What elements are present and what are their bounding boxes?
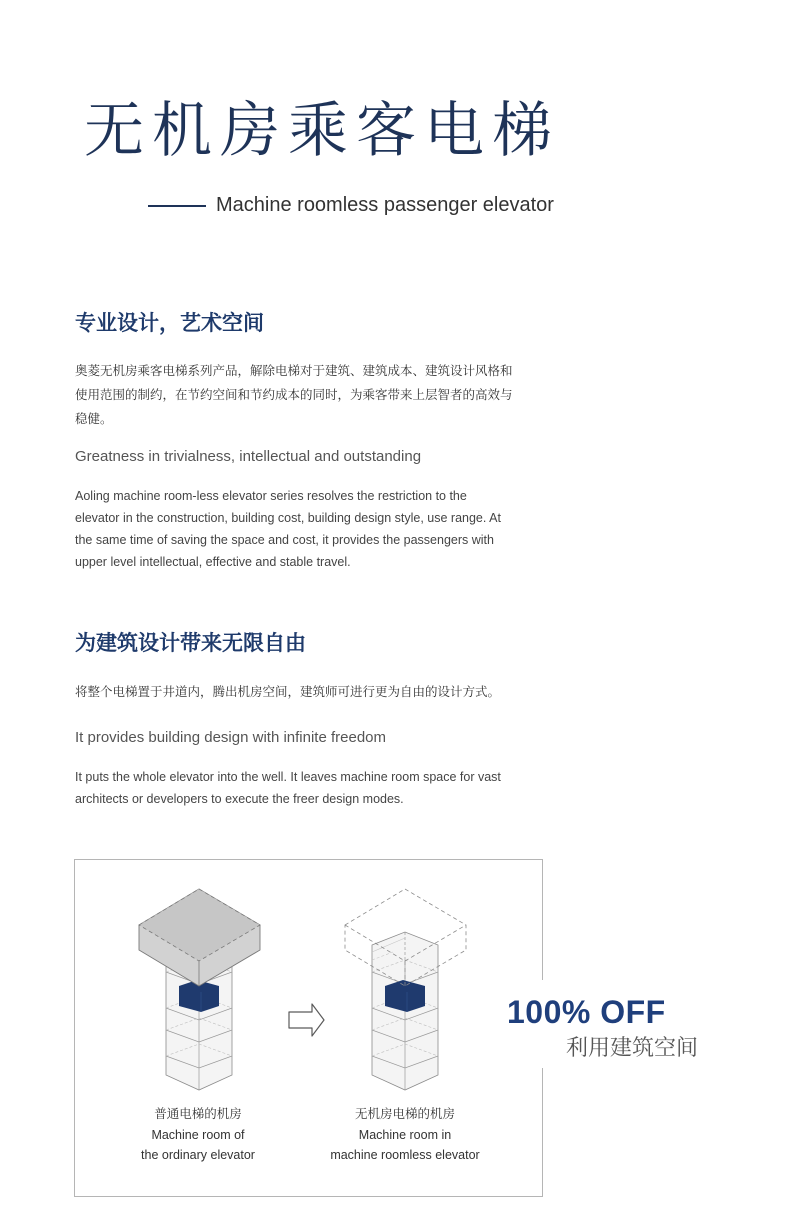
text-line: upper level intellectual, effective and stable travel. <box>75 555 351 569</box>
text-line: Aoling machine room-less elevator series resolves the restriction to the <box>75 489 467 503</box>
section-subtitle-en-design: Greatness in trivialness, intellectual and outstanding <box>75 448 422 465</box>
text-line: 奥菱无机房乘客电梯系列产品，解除电梯对于建筑、建筑成本、建筑设计风格和 <box>75 364 513 378</box>
savings-badge-label: 利用建筑空间 <box>566 1035 699 1060</box>
roomless-elevator-illustration <box>345 889 466 1090</box>
caption-line-en: Machine room in <box>358 1127 452 1142</box>
caption-line-en: Machine room of <box>151 1127 245 1142</box>
roomless-elevator-caption <box>295 1104 515 1166</box>
section-subtitle-en-freedom: It provides building design with infinite freedom <box>75 729 387 746</box>
text-line: 稳健。 <box>75 412 113 426</box>
right-arrow-outline-icon <box>289 1004 324 1036</box>
section-body-cn-freedom <box>75 680 555 704</box>
subtitle-divider-line <box>148 205 206 207</box>
section-body-cn-design <box>75 359 555 431</box>
caption-line-cn: 普通电梯的机房 <box>154 1107 242 1121</box>
elevator-comparison-diagram <box>74 859 543 1197</box>
text-line: architects or developers to execute the freer design modes. <box>75 792 404 806</box>
caption-line-cn: 无机房电梯的机房 <box>354 1107 455 1121</box>
section-body-en-freedom <box>75 766 555 810</box>
section-title-design: 专业设计，艺术空间 <box>75 312 264 335</box>
text-line: the same time of saving the space and cost, it provides the passengers with <box>75 533 494 547</box>
savings-badge-percent: 100% OFF <box>507 994 666 1030</box>
page-title: 无机房乘客电梯 <box>84 96 560 166</box>
text-line: It puts the whole elevator into the well. It leaves machine room space for vast <box>75 770 501 784</box>
text-line: 将整个电梯置于井道内，腾出机房空间，建筑师可进行更为自由的设计方式。 <box>75 685 501 699</box>
section-title-freedom: 为建筑设计带来无限自由 <box>75 632 306 655</box>
text-line: 使用范围的制约，在节约空间和节约成本的同时，为乘客带来上层智者的高效与 <box>75 388 513 402</box>
page-subtitle: Machine roomless passenger elevator <box>216 194 554 216</box>
ordinary-elevator-caption <box>88 1104 308 1166</box>
caption-line-en: the ordinary elevator <box>141 1148 255 1162</box>
text-line: elevator in the construction, building cost, building design style, use range. At <box>75 511 501 525</box>
caption-line-en: machine roomless elevator <box>330 1148 480 1162</box>
section-body-en-design <box>75 485 555 573</box>
ordinary-elevator-illustration <box>139 889 260 1090</box>
